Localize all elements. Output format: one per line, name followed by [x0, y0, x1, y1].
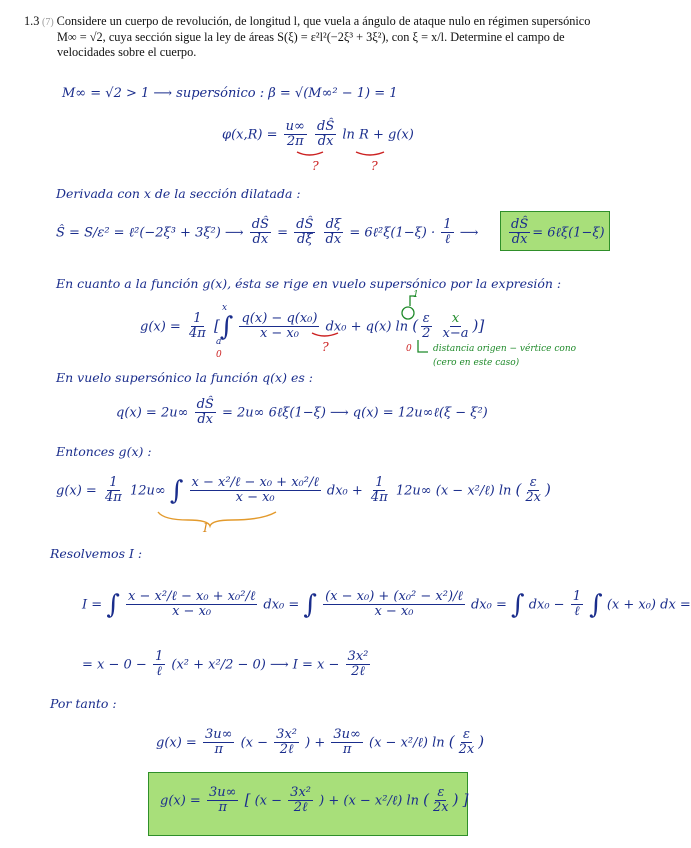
mach-line: M∞ = √2 > 1 ⟶ supersónico : β = √(M∞² − 1) = 1 — [62, 86, 398, 101]
upper-limit-x: x — [222, 303, 228, 313]
g-general: g(x) = $\frac{1}{4\pi}$ [∫ $\frac{\text{q(x) − q(x₀)}}{\text{x − x₀}}$ dx₀ + q(x) ln ( $\frac{\varepsilon}{2}$ $\frac{x}{x-a}$ )] — [140, 311, 485, 342]
problem-line-1: Considere un cuerpo de revolución, de longitud l, que vuela a ángulo de ataque nulo en régimen supersónico — [56, 14, 591, 28]
dist-note-1: distancia origen − vértice cono — [433, 344, 577, 354]
shat-definition: Ŝ = S/ε² = ℓ²(−2ξ³ + 3ξ²) ⟶ — [56, 225, 244, 241]
g-general-integrand: $\frac{\text{q(x) − q(x₀)}}{\text{x − x₀}}$ — [241, 311, 318, 342]
question-mark-2: ? — [371, 158, 378, 173]
dS-over-dx: $\frac{dŜ}{dx}$ — [317, 119, 335, 150]
phi-lhs: φ(x,R) = — [222, 127, 278, 143]
I-chain: I = ∫ $\frac{\text{x − x²/ℓ − x₀ + x₀²/ℓ}}{\text{x − x₀}}$ dx₀ = ∫ $\frac{\text{(x − x₀) + (x₀² − x²)/ℓ}}{\text{x − x₀}}$ dx₀ = ∫ dx₀ − $\frac{1}{\text{ℓ}}$ ∫ (x + x₀) dx = — [82, 589, 691, 620]
shat-equation: Ŝ = S/ε² = ℓ²(−2ξ³ + 3ξ²) ⟶ $\frac{dŜ}{dx}$ = $\frac{dŜ}{d\xi}$ $\frac{d\xi}{dx}$ = 6ℓ²ξ(1−ξ) · $\frac{1}{\text{ℓ}}$ ⟶ — [56, 217, 479, 248]
red-underbrace-2 — [356, 152, 384, 155]
question-mark-3: ? — [322, 339, 329, 354]
problem-line-3: velocidades sobre el cuerpo. — [57, 45, 197, 59]
I-brace-label: I — [203, 520, 208, 535]
I-result: = x − 0 − $\frac{1}{\text{ℓ}}$ (x² + x²/2 − 0) ⟶ I = x − $\frac{\text{3x²}}{\text{2ℓ}}$ — [82, 649, 369, 680]
dS-over-dxi: $\frac{dŜ}{d\xi}$ — [296, 217, 314, 248]
problem-statement — [24, 14, 614, 60]
difficulty-marker: (7) — [42, 17, 54, 28]
dS-chain: = 6ℓ²ξ(1−ξ) · — [349, 225, 436, 241]
por-tanto-title: Por tanto : — [50, 696, 117, 711]
red-underbrace-1 — [297, 152, 323, 155]
g-final-line: g(x) = $\frac{3u\infty}{\pi}$ (x − $\frac{\text{3x²}}{\text{2ℓ}}$ ) + $\frac{3u\infty}{\pi}$ (x − x²/ℓ) ln ( $\frac{\varepsilon}{2x}$ ) — [156, 727, 485, 758]
lower-limit-zero: 0 — [216, 350, 222, 360]
phi-rest: ln R + g(x) — [342, 127, 414, 143]
replaced-one: 1 — [413, 290, 419, 300]
dist-note-2: (cero en este caso) — [433, 358, 520, 368]
g-substituted: g(x) = $\frac{1}{4\pi}$ 12u∞ ∫ $\frac{\text{x − x²/ℓ − x₀ + x₀²/ℓ}}{\text{x − x₀}}$ dx₀ + $\frac{1}{4\pi}$ 12u∞ (x − x²/ℓ) ln ( $\frac{\varepsilon}{2x}$ ) — [56, 475, 551, 506]
q-equation: q(x) = 2u∞ $\frac{dŜ}{dx}$ = 2u∞ 6ℓξ(1−ξ) ⟶ q(x) = 12u∞ℓ(ξ − ξ²) — [116, 397, 488, 428]
u-over-2pi: $\frac{u\infty}{2\pi}$ — [285, 119, 305, 150]
orange-underbrace — [158, 512, 276, 526]
phi-equation — [222, 120, 414, 150]
problem-number: 1.3 — [24, 14, 40, 28]
dxi-over-dx: $\frac{d\xi}{dx}$ — [325, 217, 342, 248]
arrow: ⟶ — [459, 225, 479, 241]
final-result: g(x) = $\frac{3u\infty}{\pi}$ [ (x − $\frac{\text{3x²}}{\text{2ℓ}}$ ) + (x − x²/ℓ) ln ( $\frac{\varepsilon}{2x}$ ) ] — [160, 785, 469, 816]
problem-line-2: M∞ = √2, cuya sección sigue la ley de áreas S(ξ) = ε²l²(−2ξ³ + 3ξ²), con ξ = x/l. Determine el campo de — [57, 30, 565, 44]
lower-limit-a: a — [216, 337, 222, 347]
dS-over-dx-2: $\frac{dŜ}{dx}$ — [251, 217, 269, 248]
entonces-title: Entonces g(x) : — [56, 444, 152, 459]
g-intro: En cuanto a la función g(x), ésta se rige en vuelo supersónico por la expresión : — [56, 276, 562, 291]
q-title: En vuelo supersónico la función q(x) es : — [56, 370, 313, 385]
green-arrow-note — [418, 340, 428, 352]
one-over-l: $\frac{1}{\text{ℓ}}$ — [443, 217, 452, 248]
derivada-title: Derivada con x de la sección dilatada : — [56, 186, 301, 201]
dS-result: $\frac{dŜ}{dx}$ = 6ℓξ(1−ξ) — [511, 217, 605, 248]
question-mark-1: ? — [312, 158, 319, 173]
a-equals-zero: 0 — [406, 344, 412, 354]
resolvemos-title: Resolvemos I : — [50, 546, 143, 561]
